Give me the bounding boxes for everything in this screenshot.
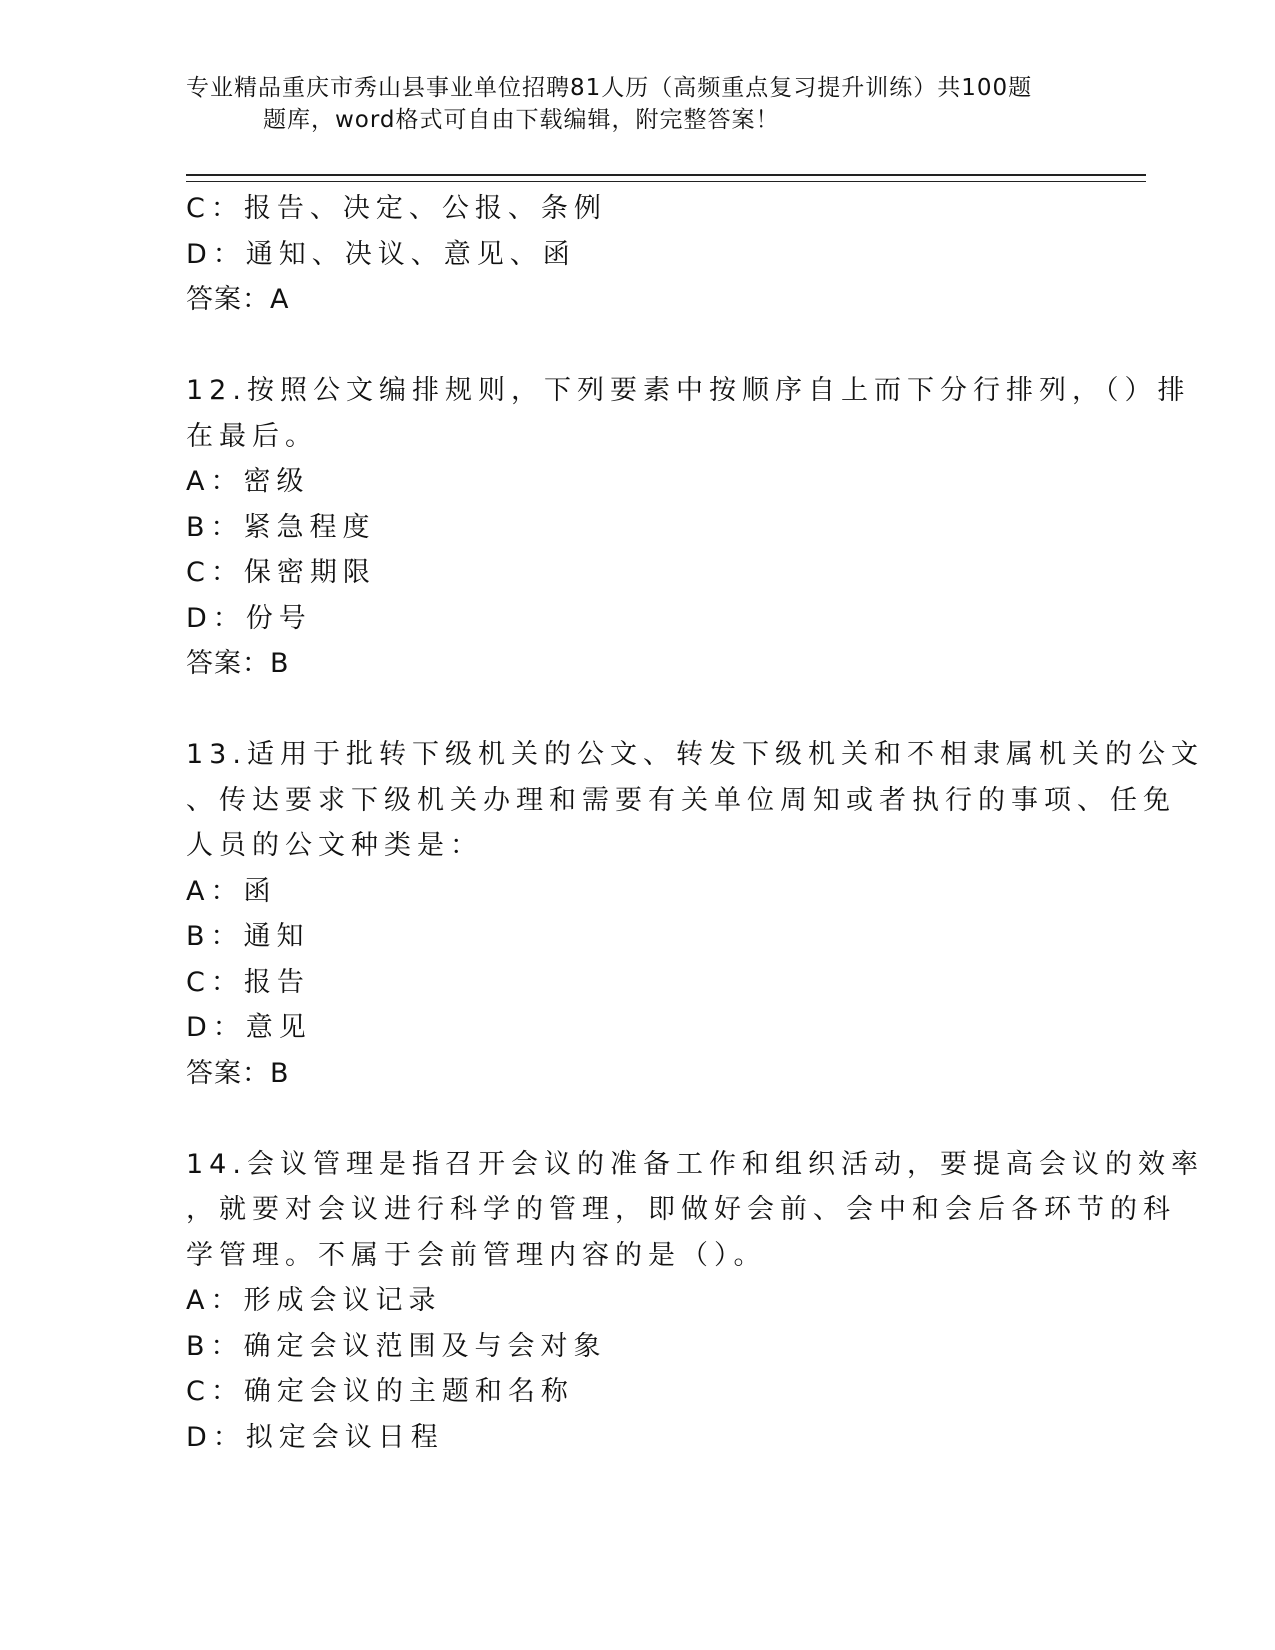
question-spacer <box>186 1096 1066 1142</box>
question-13 <box>186 732 1204 1096</box>
option-c: C：保密期限 <box>186 557 376 588</box>
question-stem-line: 在最后。 <box>186 420 318 452</box>
answer-line: 答案：A <box>186 284 290 315</box>
option-c: C：确定会议的主题和名称 <box>186 1376 574 1407</box>
question-11 <box>186 186 1066 323</box>
question-spacer <box>186 323 1066 369</box>
question-14 <box>186 1142 1204 1461</box>
option-d: D：通知、决议、意见、函 <box>186 238 576 270</box>
option-a: A：形成会议记录 <box>186 1285 442 1316</box>
option-a: A：函 <box>186 875 277 907</box>
document-header <box>186 72 1066 136</box>
header-title-line-2: 题库，word格式可自由下载编辑，附完整答案！ <box>263 107 780 133</box>
answer-line: 答案：B <box>186 648 290 679</box>
option-c: C：报告、决定、公报、条例 <box>186 193 607 224</box>
option-b: B：紧急程度 <box>186 511 376 543</box>
option-a: A：密级 <box>186 466 310 497</box>
option-b: B：确定会议范围及与会对象 <box>186 1330 607 1362</box>
header-title-line-1: 专业精品重庆市秀山县事业单位招聘81人历（高频重点复习提升训练）共100题 <box>186 75 1033 101</box>
option-d: D：拟定会议日程 <box>186 1421 444 1453</box>
option-d: D：意见 <box>186 1012 312 1043</box>
option-d: D：份号 <box>186 602 312 634</box>
header-divider-thick <box>186 174 1146 176</box>
option-c: C：报告 <box>186 966 310 998</box>
answer-line: 答案：B <box>186 1057 290 1089</box>
question-stem-line: 学管理。不属于会前管理内容的是（）。 <box>186 1239 767 1271</box>
question-spacer <box>186 687 1066 733</box>
question-stem-line: 12.按照公文编排规则，下列要素中按顺序自上而下分行排列，（）排 <box>186 375 1191 406</box>
header-divider-thin <box>186 181 1146 182</box>
question-content <box>186 186 1204 1460</box>
question-stem-line: 、传达要求下级机关办理和需要有关单位周知或者执行的事项、任免 <box>186 784 1176 816</box>
question-stem-line: ，就要对会议进行科学的管理，即做好会前、会中和会后各环节的科 <box>186 1194 1176 1225</box>
question-stem-line: 人员的公文种类是： <box>186 830 483 861</box>
question-12 <box>186 368 1191 687</box>
question-stem-line: 13.适用于批转下级机关的公文、转发下级机关和不相隶属机关的公文 <box>186 739 1204 770</box>
option-b: B：通知 <box>186 921 310 952</box>
question-stem-line: 14.会议管理是指召开会议的准备工作和组织活动，要提高会议的效率 <box>186 1148 1204 1180</box>
